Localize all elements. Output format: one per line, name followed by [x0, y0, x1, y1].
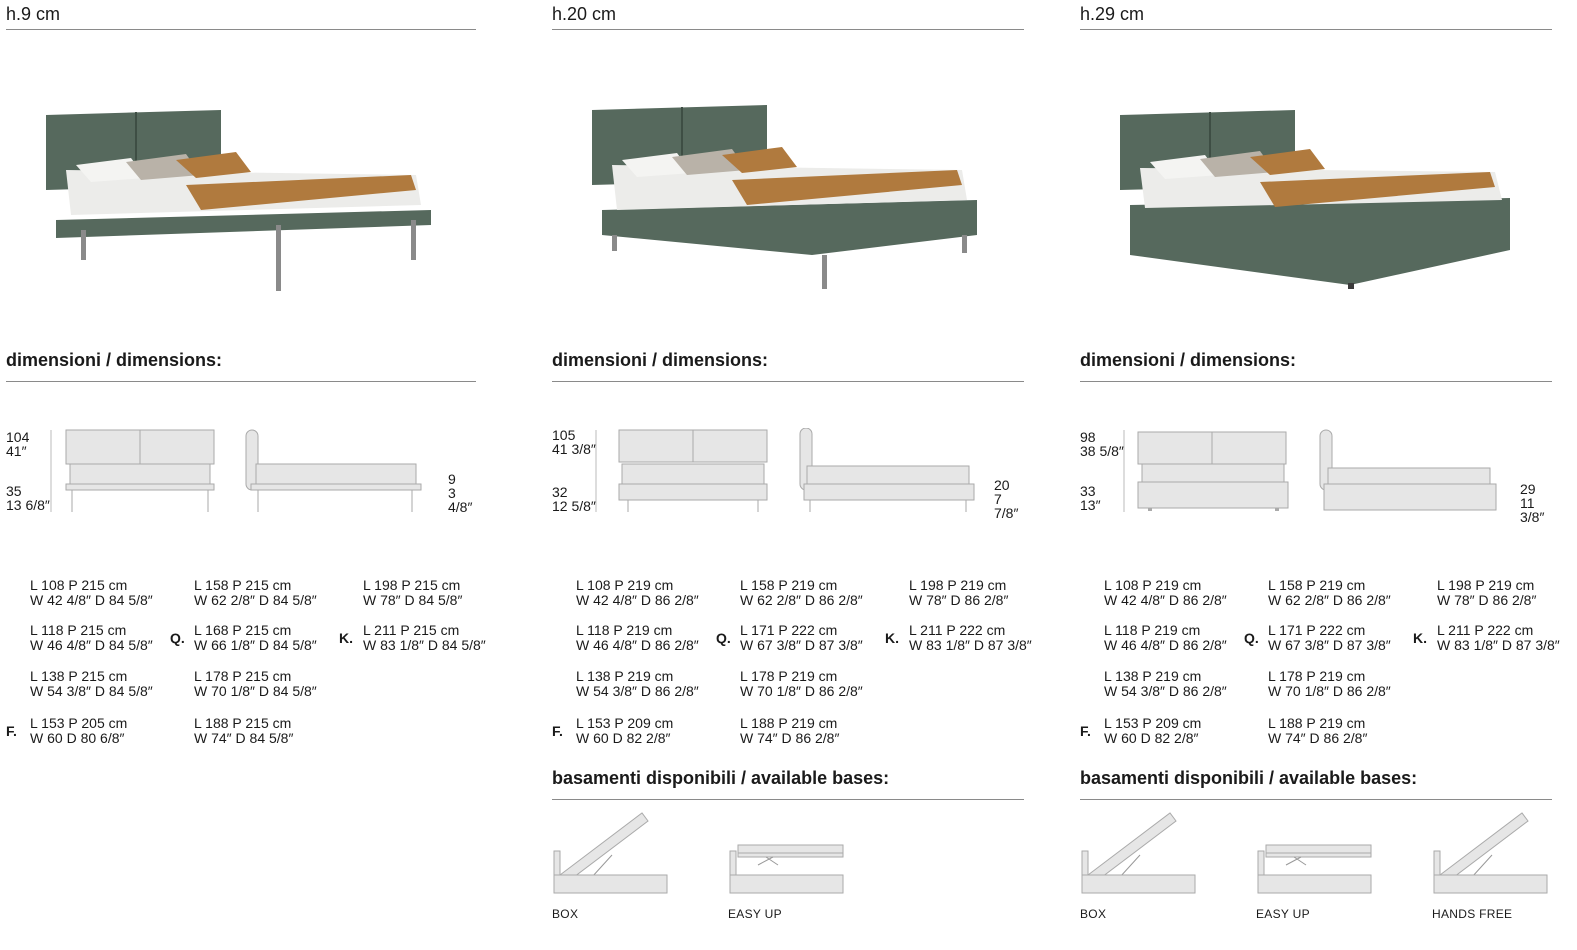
bed-photo: [582, 90, 1002, 300]
height-label: h.29 cm: [1080, 4, 1145, 24]
size-length: L 198: [1437, 577, 1472, 593]
size-width-in: W 74″: [740, 730, 778, 746]
size-width-in: W 74″: [194, 730, 232, 746]
size-entry: [30, 716, 127, 746]
front-top-in: 41″: [6, 443, 27, 459]
base-diagram: [1432, 805, 1552, 901]
size-entry: [363, 578, 462, 608]
size-depth-cm: P 219 cm: [1306, 715, 1366, 731]
size-entry: [1437, 623, 1560, 653]
size-depth-in: D 86 2/8″: [640, 683, 699, 699]
size-entry: [740, 623, 863, 653]
size-length: L 188: [1268, 715, 1303, 731]
base-label: EASY UP: [728, 907, 782, 921]
bed-photo: [1110, 90, 1530, 300]
size-width-in: W 46 4/8″: [1104, 637, 1165, 653]
side-height-cm: 20: [994, 477, 1010, 493]
base-label: EASY UP: [1256, 907, 1310, 921]
size-entry: [1268, 623, 1391, 653]
size-length: L 178: [740, 668, 775, 684]
size-length: L 168: [194, 622, 229, 638]
size-list: [552, 570, 1032, 750]
size-width-in: W 54 3/8″: [30, 683, 91, 699]
size-depth-in: D 86 2/8″: [1309, 730, 1368, 746]
front-top-in: 41 3/8″: [552, 441, 596, 457]
size-depth-in: D 84 5/8″: [258, 637, 317, 653]
size-length: L 138: [30, 668, 65, 684]
size-width-in: W 67 3/8″: [740, 637, 801, 653]
bases-title: basamenti disponibili / available bases:: [1080, 768, 1418, 788]
front-side-views: [46, 428, 466, 518]
size-width-in: W 46 4/8″: [30, 637, 91, 653]
size-entry: [909, 623, 1032, 653]
size-depth-in: D 84 5/8″: [94, 683, 153, 699]
dimension-drawing: [552, 420, 1024, 520]
bases-list: [1080, 805, 1552, 945]
divider: [6, 381, 476, 382]
height-label: h.9 cm: [6, 4, 61, 24]
size-entry: [1437, 578, 1536, 608]
size-length: L 171: [1268, 622, 1303, 638]
size-depth-in: D 86 2/8″: [1332, 592, 1391, 608]
size-length: L 138: [1104, 668, 1139, 684]
divider: [6, 29, 476, 30]
size-length: L 171: [740, 622, 775, 638]
size-tag: F.: [552, 723, 563, 739]
size-length: L 158: [1268, 577, 1303, 593]
size-depth-in: D 84 5/8″: [94, 637, 153, 653]
base-label: BOX: [552, 907, 579, 921]
base-label: HANDS FREE: [1432, 907, 1513, 921]
size-length: L 211: [909, 622, 943, 638]
size-depth-cm: P 222 cm: [778, 622, 838, 638]
front-bottom-cm: 33: [1080, 483, 1096, 499]
size-width-in: W 78″: [909, 592, 947, 608]
size-entry: [1268, 716, 1367, 746]
size-depth-in: D 86 2/8″: [1168, 683, 1227, 699]
size-entry: [1268, 578, 1391, 608]
size-tag: K.: [1413, 630, 1427, 646]
size-depth-in: D 84 5/8″: [404, 592, 463, 608]
size-tag: Q.: [716, 630, 731, 646]
front-bottom-cm: 32: [552, 484, 568, 500]
dimensions-title: dimensioni / dimensions:: [6, 350, 223, 370]
base-option: [1256, 805, 1386, 925]
side-height-cm: 29: [1520, 481, 1536, 497]
base-option: [552, 805, 682, 925]
size-depth-in: D 86 2/8″: [781, 730, 840, 746]
size-entry: [576, 623, 699, 653]
size-length: L 188: [740, 715, 775, 731]
divider: [1080, 381, 1552, 382]
size-depth-in: D 86 2/8″: [1478, 592, 1537, 608]
base-diagram: [552, 805, 672, 901]
size-depth-cm: P 209 cm: [1142, 715, 1202, 731]
size-depth-in: D 84 5/8″: [427, 637, 486, 653]
size-width-in: W 83 1/8″: [909, 637, 970, 653]
size-length: L 153: [576, 715, 611, 731]
height-label: h.20 cm: [552, 4, 617, 24]
size-depth-in: D 84 5/8″: [258, 592, 317, 608]
size-depth-in: D 82 2/8″: [1140, 730, 1199, 746]
size-width-in: W 83 1/8″: [1437, 637, 1498, 653]
size-depth-in: D 86 2/8″: [1332, 683, 1391, 699]
size-tag: F.: [6, 723, 17, 739]
size-entry: [30, 669, 153, 699]
size-length: L 118: [576, 622, 610, 638]
size-length: L 153: [30, 715, 65, 731]
size-width-in: W 46 4/8″: [576, 637, 637, 653]
front-top-in: 38 5/8″: [1080, 443, 1124, 459]
size-depth-in: D 87 3/8″: [973, 637, 1032, 653]
size-length: L 158: [194, 577, 229, 593]
size-entry: [1104, 623, 1227, 653]
base-option: [1432, 805, 1562, 925]
size-width-in: W 54 3/8″: [1104, 683, 1165, 699]
size-length: L 153: [1104, 715, 1139, 731]
dimensions-title: dimensioni / dimensions:: [1080, 350, 1297, 370]
size-entry: [1104, 669, 1227, 699]
bed-photo: [36, 90, 456, 300]
size-depth-cm: P 215 cm: [68, 668, 128, 684]
size-entry: [740, 716, 839, 746]
size-depth-cm: P 219 cm: [1306, 577, 1366, 593]
size-depth-cm: P 215 cm: [232, 577, 292, 593]
column-h29: [1080, 0, 1560, 950]
size-width-in: W 54 3/8″: [576, 683, 637, 699]
size-width-in: W 62 2/8″: [740, 592, 801, 608]
size-width-in: W 62 2/8″: [1268, 592, 1329, 608]
bases-list: [552, 805, 1024, 945]
size-length: L 158: [740, 577, 775, 593]
size-depth-cm: P 215 cm: [232, 715, 292, 731]
size-depth-in: D 87 3/8″: [1501, 637, 1560, 653]
size-depth-cm: P 209 cm: [614, 715, 674, 731]
size-depth-cm: P 219 cm: [1142, 577, 1202, 593]
size-depth-cm: P 215 cm: [67, 622, 127, 638]
size-entry: [30, 578, 153, 608]
size-depth-in: D 86 2/8″: [1168, 637, 1227, 653]
size-length: L 211: [1437, 622, 1471, 638]
front-top-cm: 104: [6, 429, 30, 445]
bases-title: basamenti disponibili / available bases:: [552, 768, 890, 788]
size-depth-cm: P 215 cm: [68, 577, 128, 593]
size-entry: [1104, 716, 1201, 746]
side-height-cm: 9: [448, 471, 456, 487]
size-length: L 198: [909, 577, 944, 593]
size-depth-in: D 87 3/8″: [1332, 637, 1391, 653]
size-entry: [909, 578, 1008, 608]
divider: [552, 29, 1024, 30]
size-depth-cm: P 219 cm: [947, 577, 1007, 593]
size-depth-cm: P 219 cm: [1306, 668, 1366, 684]
size-depth-in: D 86 2/8″: [950, 592, 1009, 608]
size-length: L 188: [194, 715, 229, 731]
size-tag: K.: [885, 630, 899, 646]
size-width-in: W 78″: [363, 592, 401, 608]
size-width-in: W 74″: [1268, 730, 1306, 746]
size-width-in: W 70 1/8″: [740, 683, 801, 699]
dimension-drawing: [1080, 420, 1552, 525]
base-label: BOX: [1080, 907, 1107, 921]
size-width-in: W 60: [30, 730, 63, 746]
size-length: L 118: [30, 622, 64, 638]
size-width-in: W 78″: [1437, 592, 1475, 608]
front-bottom-in: 13 6/8″: [6, 497, 50, 513]
size-depth-in: D 84 5/8″: [235, 730, 294, 746]
front-top-cm: 105: [552, 427, 576, 443]
size-length: L 211: [363, 622, 397, 638]
size-width-in: W 60: [576, 730, 609, 746]
divider: [1080, 29, 1552, 30]
base-diagram: [728, 805, 848, 901]
column-h9: [6, 0, 486, 950]
side-height-in: 3 4/8″: [448, 485, 473, 515]
size-width-in: W 70 1/8″: [194, 683, 255, 699]
size-entry: [1268, 669, 1391, 699]
size-depth-in: D 86 2/8″: [1168, 592, 1227, 608]
size-entry: [194, 578, 317, 608]
front-bottom-cm: 35: [6, 483, 22, 499]
size-depth-cm: P 215 cm: [232, 622, 292, 638]
side-height-in: 11 3/8″: [1520, 495, 1545, 525]
size-length: L 108: [30, 577, 65, 593]
side-height-in: 7 7/8″: [994, 491, 1019, 521]
base-option: [1080, 805, 1210, 925]
base-option: [728, 805, 858, 925]
size-depth-cm: P 219 cm: [778, 715, 838, 731]
divider: [552, 381, 1024, 382]
size-entry: [1104, 578, 1227, 608]
size-length: L 178: [1268, 668, 1303, 684]
size-depth-cm: P 219 cm: [613, 622, 673, 638]
size-depth-cm: P 222 cm: [946, 622, 1006, 638]
size-width-in: W 67 3/8″: [1268, 637, 1329, 653]
size-depth-cm: P 222 cm: [1474, 622, 1534, 638]
column-h20: [552, 0, 1032, 950]
base-diagram: [1080, 805, 1200, 901]
size-width-in: W 42 4/8″: [30, 592, 91, 608]
size-depth-cm: P 219 cm: [614, 668, 674, 684]
size-entry: [194, 669, 317, 699]
size-tag: K.: [339, 630, 353, 646]
size-depth-cm: P 219 cm: [778, 668, 838, 684]
size-depth-cm: P 219 cm: [614, 577, 674, 593]
size-entry: [576, 716, 673, 746]
size-depth-cm: P 222 cm: [1306, 622, 1366, 638]
size-depth-in: D 82 2/8″: [612, 730, 671, 746]
dimensions-title: dimensioni / dimensions:: [552, 350, 769, 370]
size-length: L 198: [363, 577, 398, 593]
size-width-in: W 60: [1104, 730, 1137, 746]
dimension-drawing: [6, 420, 478, 520]
size-tag: Q.: [170, 630, 185, 646]
size-depth-cm: P 215 cm: [232, 668, 292, 684]
size-depth-cm: P 215 cm: [401, 577, 461, 593]
size-width-in: W 70 1/8″: [1268, 683, 1329, 699]
size-entry: [194, 716, 293, 746]
size-depth-in: D 86 2/8″: [804, 592, 863, 608]
size-entry: [363, 623, 486, 653]
size-depth-in: D 86 2/8″: [640, 637, 699, 653]
size-length: L 118: [1104, 622, 1138, 638]
size-list: [1080, 570, 1560, 750]
size-entry: [740, 669, 863, 699]
size-tag: Q.: [1244, 630, 1259, 646]
size-width-in: W 42 4/8″: [576, 592, 637, 608]
size-length: L 178: [194, 668, 229, 684]
size-length: L 108: [1104, 577, 1139, 593]
size-entry: [740, 578, 863, 608]
size-depth-cm: P 219 cm: [1475, 577, 1535, 593]
size-width-in: W 42 4/8″: [1104, 592, 1165, 608]
front-side-views: [592, 428, 992, 518]
size-depth-cm: P 219 cm: [778, 577, 838, 593]
front-bottom-in: 13″: [1080, 497, 1101, 513]
front-top-cm: 98: [1080, 429, 1096, 445]
size-entry: [576, 578, 699, 608]
size-depth-in: D 80 6/8″: [66, 730, 125, 746]
size-width-in: W 62 2/8″: [194, 592, 255, 608]
size-depth-in: D 87 3/8″: [804, 637, 863, 653]
size-width-in: W 66 1/8″: [194, 637, 255, 653]
size-depth-in: D 86 2/8″: [640, 592, 699, 608]
size-entry: [30, 623, 153, 653]
size-depth-cm: P 215 cm: [400, 622, 460, 638]
size-depth-in: D 84 5/8″: [258, 683, 317, 699]
divider: [1080, 799, 1552, 800]
size-depth-cm: P 219 cm: [1142, 668, 1202, 684]
size-width-in: W 83 1/8″: [363, 637, 424, 653]
size-depth-cm: P 205 cm: [68, 715, 128, 731]
size-depth-cm: P 219 cm: [1141, 622, 1201, 638]
size-entry: [194, 623, 317, 653]
size-depth-in: D 86 2/8″: [804, 683, 863, 699]
front-side-views: [1120, 428, 1520, 518]
size-length: L 138: [576, 668, 611, 684]
size-tag: F.: [1080, 723, 1091, 739]
front-bottom-in: 12 5/8″: [552, 498, 596, 514]
size-list: [6, 570, 486, 750]
size-entry: [576, 669, 699, 699]
base-diagram: [1256, 805, 1376, 901]
size-depth-in: D 84 5/8″: [94, 592, 153, 608]
divider: [552, 799, 1024, 800]
size-length: L 108: [576, 577, 611, 593]
